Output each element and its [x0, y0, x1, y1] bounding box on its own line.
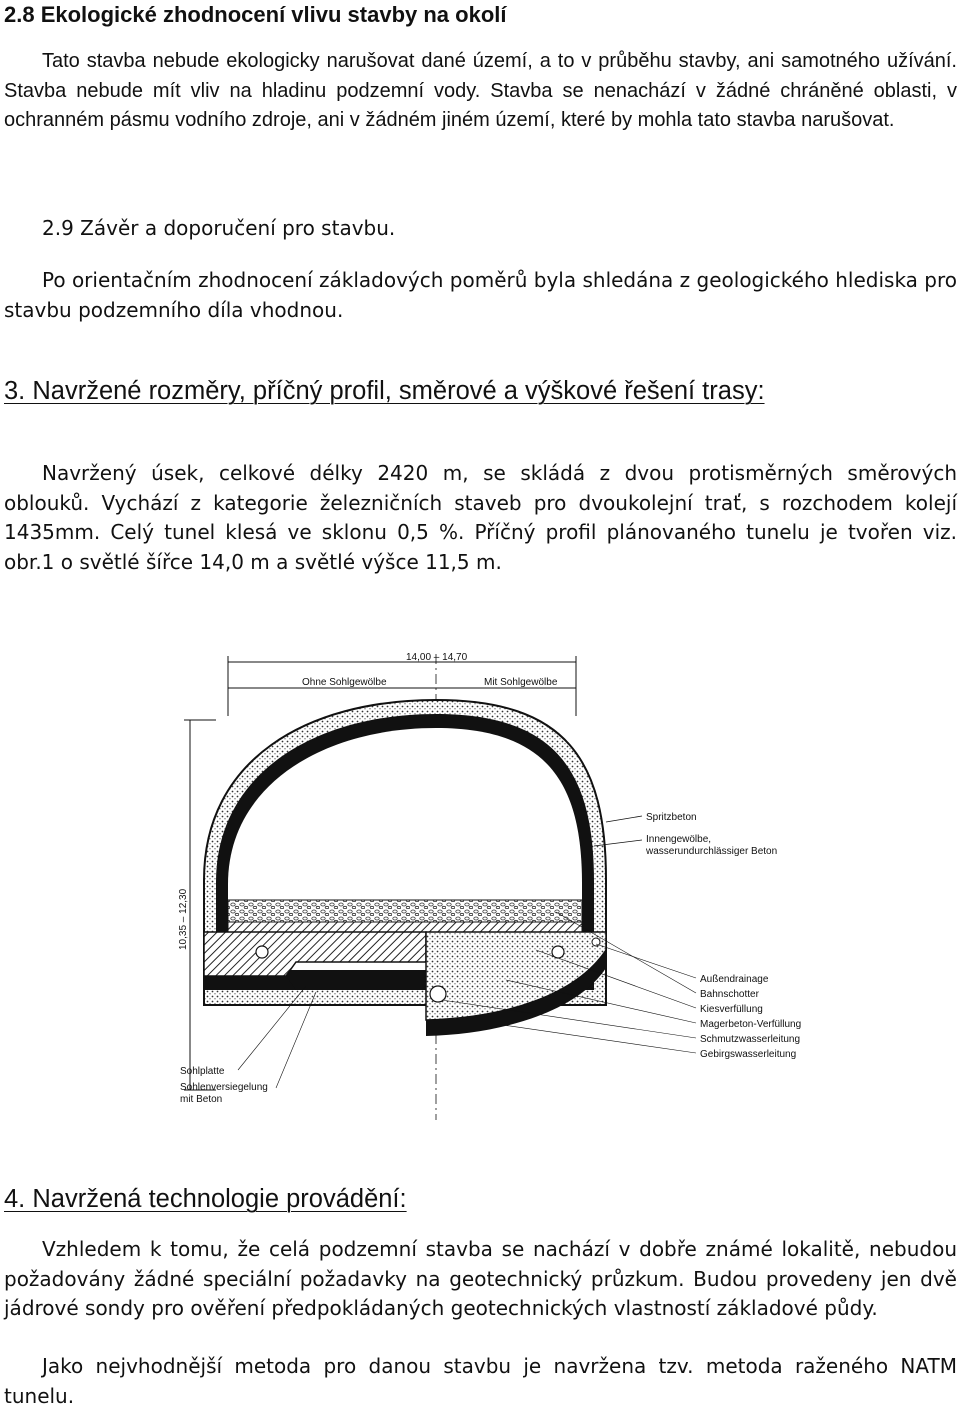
section-4-heading: 4. Navržená technologie provádění:: [4, 1185, 407, 1213]
section-4-paragraph-1: Vzhledem k tomu, že celá podzemní stavba se nachází v dobře známé lokalitě, nebudou požadovány žádné speciální požadavky na geotechnický průzkum. Budou provedeny jen dvě jádrové sondy pro ověření předpokládaných geotechnických vlastností základové půdy.: [4, 1237, 957, 1320]
svg-text:wasserundurchlässiger Beton: wasserundurchlässiger Beton: [646, 846, 778, 857]
svg-text:Kiesverfüllung: Kiesverfüllung: [700, 1004, 763, 1015]
lining-labels: [594, 812, 777, 857]
section-2-9-heading: 2.9 Závěr a doporučení pro stavbu.: [42, 216, 396, 240]
svg-text:Sohlenversiegelung: Sohlenversiegelung: [180, 1082, 268, 1093]
section-2-8-paragraph: Tato stavba nebude ekologicky narušovat dané území, a to v průběhu stavby, ani samotného užívání. Stavba nebude mít vliv na hladinu podzemní vody. Stavba se nenachází v žádné chráněné oblasti, v ochranném pásmu vodního zdroje, ani v žádném jiném území, které by mohla tato stavba narušovat.: [4, 50, 957, 131]
section-2-9-paragraph: Po orientačním zhodnocení základových poměrů byla shledána z geologického hlediska pro stavbu podzemního díla vhodnou.: [4, 268, 958, 322]
svg-text:Sohlplatte: Sohlplatte: [180, 1066, 225, 1077]
svg-text:Bahnschotter: Bahnschotter: [700, 989, 759, 1000]
svg-text:Gebirgswasserleitung: Gebirgswasserleitung: [700, 1049, 797, 1060]
svg-text:Spritzbeton: Spritzbeton: [646, 812, 697, 823]
left-half-label: Ohne Sohlgewölbe: [302, 677, 387, 688]
tunnel-cross-section-figure: [176, 650, 802, 1120]
width-dimension-label: 14,00 – 14,70: [406, 652, 468, 663]
section-2-8-heading: 2.8 Ekologické zhodnocení vlivu stavby na okolí: [4, 2, 507, 27]
section-3-paragraph: Navržený úsek, celkové délky 2420 m, se skládá z dvou protisměrných směrových oblouků. Vychází z kategorie železničních staveb pro dvoukolejní trať, s rozchodem kolejí 1435mm. Celý tunel klesá ve sklonu 0,5 %. Příčný profil plánovaného tunelu je tvořen viz. obr.1 o světlé šířce 14,0 m a světlé výšce 11,5 m.: [4, 461, 957, 574]
right-half-label: Mit Sohlgewölbe: [484, 677, 558, 688]
svg-text:Magerbeton-Verfüllung: Magerbeton-Verfüllung: [700, 1019, 802, 1030]
height-dimension-label: 10,35 – 12,30: [178, 888, 189, 950]
svg-text:Schmutzwasserleitung: Schmutzwasserleitung: [700, 1034, 801, 1045]
section-3-heading: 3. Navržené rozměry, příčný profil, směrové a výškové řešení trasy:: [4, 377, 765, 405]
svg-text:Innengewölbe,: Innengewölbe,: [646, 834, 712, 845]
svg-text:mit Beton: mit Beton: [180, 1094, 223, 1105]
section-4-paragraph-2: Jako nejvhodnější metoda pro danou stavbu je navržena tzv. metoda raženého NATM tunelu.: [4, 1354, 957, 1408]
svg-text:Außendrainage: Außendrainage: [700, 974, 769, 985]
